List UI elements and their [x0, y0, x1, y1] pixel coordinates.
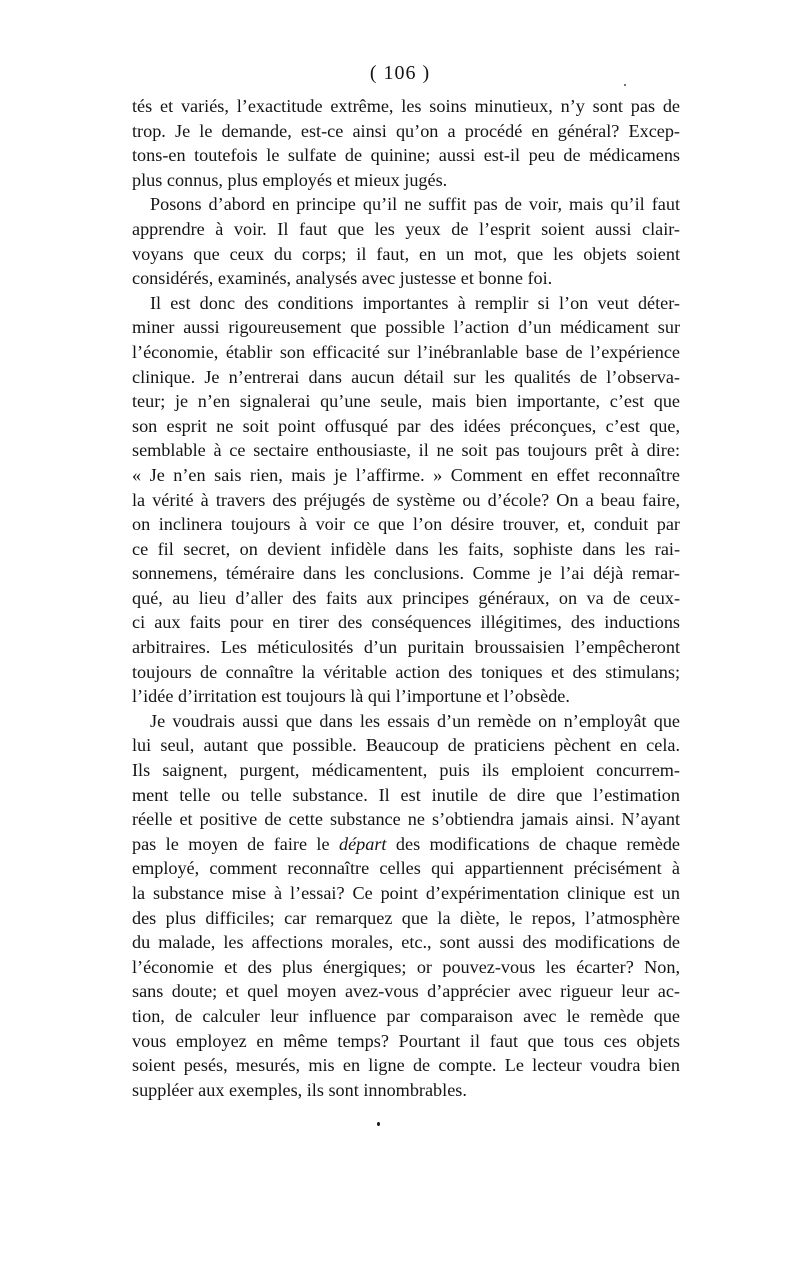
page-number: ( 106 ) [369, 62, 431, 84]
text-line: employé, comment reconnaître celles qui appartiennent précisément à [132, 858, 680, 879]
text-line: lui seul, autant que possible. Beaucoup de praticiens pèchent en cela. [132, 735, 680, 756]
text-segment: des modifications de chaque remède [386, 833, 681, 854]
text-line: Il est donc des conditions importantes à remplir si l’on veut déter- [150, 292, 680, 313]
text-line: réelle et positive de cette substance ne s’obtiendra jamais ainsi. N’ayant [132, 809, 680, 830]
text-line: des plus difficiles; car remarquez que la diète, le repos, l’atmosphère [132, 907, 680, 928]
text-line: apprendre à voir. Il faut que les yeux de l’esprit soient aussi clair- [132, 218, 680, 239]
text-line: voyans que ceux du corps; il faut, en un mot, que les objets soient [132, 243, 680, 264]
text-line: plus connus, plus employés et mieux jugés. [132, 169, 448, 190]
text-line: l’économie, établir son efficacité sur l’inébranlable base de l’expérience [132, 341, 680, 362]
text-line: son esprit ne soit point offusqué par des idées préconçues, c’est que, [132, 415, 680, 436]
text-line: la vérité à travers des préjugés de système ou d’école? On a beau faire, [132, 489, 680, 510]
italic-word: départ [338, 833, 387, 854]
text-line: clinique. Je n’entrerai dans aucun détail sur les qualités de l’observa- [132, 366, 680, 387]
text-line: Posons d’abord en principe qu’il ne suffit pas de voir, mais qu’il faut [150, 194, 680, 215]
print-speck [624, 84, 626, 86]
text-line: du malade, les affections morales, etc., sont aussi des modifications de [132, 932, 680, 953]
text-line: Ils saignent, purgent, médicamentent, puis ils emploient concurrem- [132, 760, 680, 781]
text-line: vous employez en même temps? Pourtant il faut que tous ces objets [132, 1030, 680, 1051]
text-line: l’économie et des plus énergiques; or pouvez-vous les écarter? Non, [132, 956, 680, 977]
text-line [132, 832, 680, 857]
text-line: sonnemens, téméraire dans les conclusions. Comme je l’ai déjà remar- [132, 563, 680, 584]
text-segment: pas le moyen de faire le [132, 833, 339, 854]
text-line: tons-en toutefois le sulfate de quinine; aussi est-il peu de médicamens [132, 145, 680, 166]
text-line: tion, de calculer leur influence par comparaison avec le remède que [132, 1005, 680, 1026]
print-speck [377, 1122, 380, 1126]
text-line: arbitraires. Les méticulosités d’un puritain broussaisien l’empêcheront [132, 637, 680, 658]
text-line: teur; je n’en signalerai qu’une seule, mais bien importante, c’est que [132, 391, 680, 412]
text-line: soient pesés, mesurés, mis en ligne de compte. Le lecteur voudra bien [132, 1055, 680, 1076]
text-line: ci aux faits pour en tirer des conséquences illégitimes, des inductions [132, 612, 680, 633]
text-line: trop. Je le demande, est-ce ainsi qu’on a procédé en général? Excep- [132, 120, 680, 141]
text-line: la substance mise à l’essai? Ce point d’expérimentation clinique est un [132, 883, 680, 903]
text-line: toujours de connaître la véritable action des toniques et des stimulans; [132, 661, 680, 682]
text-line: on inclinera toujours à voir ce que l’on désire trouver, et, conduit par [132, 514, 680, 535]
text-line: considérés, examinés, analysés avec justesse et bonne foi. [132, 268, 553, 289]
text-line: ce fil secret, on devient infidèle dans les faits, sophiste dans les rai- [132, 538, 680, 559]
text-line: qué, au lieu d’aller des faits aux principes généraux, on va de ceux- [132, 587, 680, 608]
text-line: « Je n’en sais rien, mais je l’affirme. » Comment en effet reconnaître [132, 464, 680, 485]
text-line: ment telle ou telle substance. Il est inutile de dire que l’estimation [132, 784, 680, 805]
text-line: sans doute; et quel moyen avez-vous d’apprécier avec rigueur leur ac- [132, 981, 680, 1002]
body-text [132, 94, 680, 1102]
text-line: semblable à ce sectaire enthousiaste, il ne soit pas toujours prêt à dire: [132, 440, 680, 461]
text-line: tés et variés, l’exactitude extrême, les soins minutieux, n’y sont pas de [132, 96, 680, 116]
text-line: l’idée d’irritation est toujours là qui l’importune et l’obsède. [132, 686, 570, 707]
text-line: Je voudrais aussi que dans les essais d’un remède on n’employât que [150, 710, 680, 731]
text-line: suppléer aux exemples, ils sont innombrables. [132, 1079, 467, 1100]
text-line: miner aussi rigoureusement que possible l’action d’un médicament sur [132, 317, 680, 338]
